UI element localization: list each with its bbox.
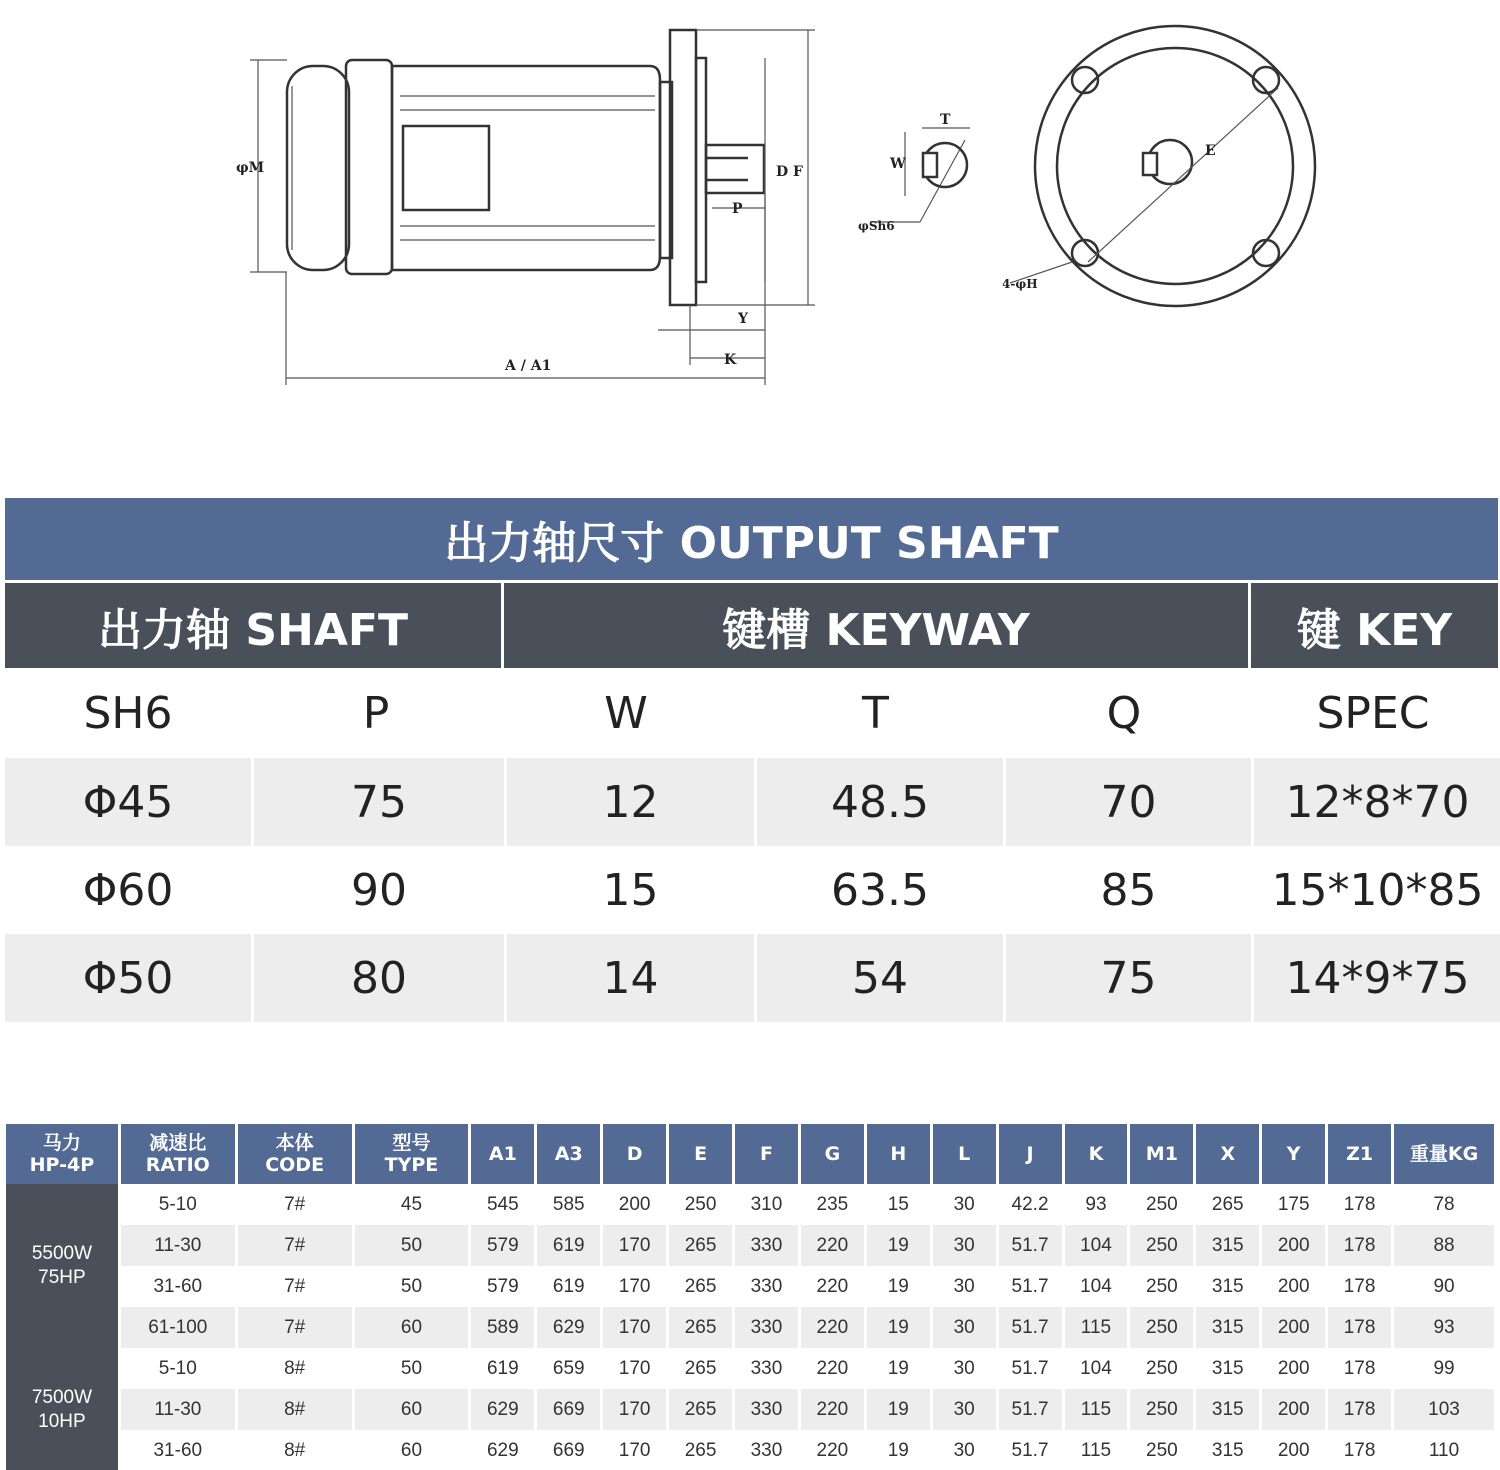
dimension-header-cell (537, 1124, 600, 1184)
dimension-cell: 330 (735, 1225, 798, 1266)
dimension-cell: 103 (1394, 1389, 1494, 1430)
dimension-header-cell (933, 1124, 996, 1184)
dimension-cell: 51.7 (999, 1307, 1062, 1348)
label-phi-m: φM (236, 160, 265, 176)
dimension-cell: 90 (1433, 1275, 1455, 1297)
dimension-cell: 669 (552, 1439, 585, 1461)
dimension-header-text: 马力 (42, 1132, 81, 1154)
dimension-header-cell (238, 1124, 352, 1184)
label-k: K (724, 352, 737, 368)
dimension-cell: 11-30 (121, 1389, 235, 1430)
power-group-label (6, 1348, 118, 1470)
dimension-cell: 200 (1277, 1275, 1310, 1297)
dimension-header-cell (1394, 1124, 1494, 1184)
output-shaft-cell: 48.5 (757, 758, 1003, 846)
output-shaft-cell: Φ60 (82, 864, 174, 916)
dimension-header-cell (603, 1124, 666, 1184)
power-group-text: 10HP (38, 1410, 86, 1432)
dimension-cell: 60 (355, 1389, 469, 1430)
dimension-cell: 170 (618, 1275, 651, 1297)
dimension-cell: 629 (471, 1389, 534, 1430)
motor-fan-cover (346, 60, 392, 274)
dimension-cell: 315 (1196, 1389, 1259, 1430)
dimension-cell: 545 (486, 1193, 519, 1215)
dimension-cell: 31-60 (153, 1439, 203, 1461)
dimension-cell: 315 (1196, 1307, 1259, 1348)
dimension-cell: 60 (400, 1439, 423, 1461)
dimension-cell: 30 (933, 1389, 996, 1430)
dimension-cell: 315 (1211, 1439, 1244, 1461)
dimension-cell: 30 (953, 1439, 975, 1461)
dimension-cell: 250 (1146, 1275, 1178, 1297)
output-shaft-cell: 12 (507, 758, 754, 846)
dimension-row (6, 1348, 1494, 1389)
dimension-cell: 315 (1211, 1275, 1244, 1297)
dimension-cell: 330 (750, 1439, 783, 1461)
dimension-cell: 200 (1277, 1357, 1310, 1379)
dimension-cell: 8# (284, 1439, 306, 1461)
dimension-header-cell (801, 1124, 864, 1184)
dimension-cell: 178 (1343, 1357, 1376, 1379)
output-shaft-row (5, 846, 1498, 934)
dimension-cell: 60 (355, 1307, 469, 1348)
output-shaft-title: 出力轴尺寸 OUTPUT SHAFT (5, 498, 1498, 583)
dimension-cell: 19 (887, 1275, 909, 1297)
dimension-cell: 50 (400, 1357, 423, 1379)
dimension-cell: 200 (1262, 1307, 1325, 1348)
motor-dimension-drawing (0, 0, 1500, 420)
dimension-cell: 669 (537, 1389, 600, 1430)
dimension-header-text: A1 (488, 1143, 517, 1165)
dimension-cell: 265 (669, 1307, 732, 1348)
dimension-cell: 250 (1146, 1439, 1178, 1461)
dimension-cell: 19 (887, 1357, 909, 1379)
drawing-svg (0, 0, 1500, 420)
dimension-cell: 200 (618, 1193, 651, 1215)
dimension-cell: 50 (400, 1275, 423, 1297)
dimension-header-text: G (824, 1143, 841, 1165)
dimension-cell: 330 (750, 1275, 783, 1297)
dimension-cell: 250 (1130, 1389, 1193, 1430)
dimension-cell: 220 (816, 1357, 849, 1379)
output-shaft-cell: 85 (1100, 864, 1157, 916)
flange-step (696, 58, 706, 282)
dimension-cell: 200 (1277, 1439, 1310, 1461)
dimension-cell: 78 (1433, 1193, 1455, 1215)
dimension-cell: 250 (1146, 1357, 1178, 1379)
label-a-a1: A / A1 (505, 358, 552, 374)
col-spec: SPEC (1316, 687, 1430, 739)
dimension-cell: 115 (1065, 1389, 1128, 1430)
output-shaft (706, 145, 764, 193)
output-shaft-row (5, 758, 1498, 846)
dimension-row (6, 1266, 1494, 1307)
dimension-cell: 200 (1262, 1225, 1325, 1266)
dimension-cell: 178 (1328, 1307, 1391, 1348)
dimension-cell: 170 (618, 1439, 651, 1461)
power-group-text: 5500W (31, 1243, 93, 1264)
dimension-cell: 19 (867, 1307, 930, 1348)
dimension-header-text: 型号 (392, 1132, 431, 1154)
dimension-cell: 15 (887, 1193, 909, 1215)
dimension-cell: 104 (1080, 1275, 1112, 1297)
dimension-cell: 250 (684, 1193, 717, 1215)
dimension-header-text: RATIO (145, 1154, 210, 1176)
col-w: W (604, 687, 648, 739)
dimension-cell: 93 (1394, 1307, 1494, 1348)
output-shaft-row (5, 934, 1498, 1022)
dimension-cell: 30 (953, 1357, 975, 1379)
dimension-cell: 51.7 (999, 1225, 1062, 1266)
dimension-header-cell (999, 1124, 1062, 1184)
dimension-header-cell (121, 1124, 235, 1184)
label-y: Y (738, 311, 748, 327)
dimension-header-cell (1328, 1124, 1391, 1184)
dimension-cell: 265 (684, 1275, 717, 1297)
dimension-cell: 585 (552, 1193, 585, 1215)
dimension-header-text: L (958, 1143, 971, 1165)
dimension-cell: 265 (669, 1225, 732, 1266)
dimension-header-cell (735, 1124, 798, 1184)
label-t: T (940, 112, 951, 128)
group-shaft: 出力轴 SHAFT (5, 583, 501, 668)
dimension-cell: 5-10 (158, 1357, 197, 1379)
output-shaft-table (5, 498, 1498, 1022)
power-group-text: 7500W (31, 1386, 93, 1408)
dimension-cell: 589 (471, 1307, 534, 1348)
dimension-header-cell (471, 1124, 534, 1184)
dimension-cell: 629 (537, 1307, 600, 1348)
dimension-cell: 7# (238, 1225, 352, 1266)
dimension-cell: 19 (867, 1225, 930, 1266)
dimension-header-cell (1262, 1124, 1325, 1184)
dimension-cell: 104 (1080, 1357, 1112, 1379)
dimension-cell: 31-60 (153, 1275, 203, 1297)
dimension-cell: 220 (801, 1225, 864, 1266)
dimension-cell: 265 (669, 1389, 732, 1430)
col-q: Q (1106, 687, 1142, 739)
output-shaft-cell: 75 (254, 758, 504, 846)
output-shaft-cell: 14 (507, 934, 754, 1022)
output-shaft-group-row (5, 583, 1498, 668)
dimension-header-cell (355, 1124, 469, 1184)
dimension-cell: 19 (867, 1389, 930, 1430)
dimension-header-text: K (1088, 1143, 1104, 1165)
col-t: T (862, 687, 889, 739)
dimension-cell: 30 (933, 1225, 996, 1266)
dimension-cell: 250 (1130, 1307, 1193, 1348)
dimension-cell: 115 (1080, 1439, 1112, 1461)
output-shaft-rows (5, 758, 1498, 1022)
group-key: 键 KEY (1248, 583, 1498, 668)
dimension-cell: 178 (1328, 1225, 1391, 1266)
dimension-cell: 619 (552, 1275, 585, 1297)
output-shaft-cell: 14*9*75 (1254, 934, 1500, 1022)
output-shaft-cell: Φ45 (5, 758, 251, 846)
label-phi-sh6: φSh6 (858, 219, 895, 233)
dimension-header-text: J (1026, 1143, 1034, 1165)
output-shaft-cell: 75 (1006, 934, 1251, 1022)
dimension-header-text: 减速比 (149, 1132, 207, 1154)
dimension-cell: 315 (1211, 1357, 1244, 1379)
dimension-cell: 99 (1433, 1357, 1455, 1379)
dimension-cell: 42.2 (1011, 1193, 1049, 1215)
dimension-cell: 170 (603, 1389, 666, 1430)
dimension-cell: 265 (1211, 1193, 1244, 1215)
dimension-cell: 170 (618, 1357, 651, 1379)
output-shaft-cell: 15 (602, 864, 659, 916)
dimension-cell: 19 (887, 1439, 909, 1461)
dimension-header-cell (867, 1124, 930, 1184)
dimension-header-text: E (694, 1143, 708, 1165)
dimension-row (6, 1430, 1494, 1470)
dimension-cell: 175 (1277, 1193, 1310, 1215)
dimension-header-text: A3 (554, 1143, 583, 1165)
dimension-header-text: F (759, 1143, 773, 1165)
dimension-cell: 51.7 (1011, 1439, 1049, 1461)
dimension-cell: 115 (1065, 1307, 1128, 1348)
dimension-cell: 5-10 (158, 1193, 197, 1215)
dimension-cell: 579 (486, 1275, 519, 1297)
dimension-header-cell (669, 1124, 732, 1184)
output-shaft-column-row (5, 668, 1498, 758)
dimension-cell: 250 (1130, 1225, 1193, 1266)
dimension-cell: 330 (750, 1357, 783, 1379)
dimension-cell: 30 (933, 1307, 996, 1348)
dimension-cell: 629 (486, 1439, 519, 1461)
label-d-f: D F (776, 164, 803, 180)
dimension-cell: 93 (1085, 1193, 1107, 1215)
motor-end-cap (287, 66, 349, 270)
dimension-table (3, 1124, 1497, 1470)
dimension-cell: 51.7 (1011, 1357, 1049, 1379)
dimension-cell: 11-30 (121, 1225, 235, 1266)
flange-front-inner (1057, 48, 1293, 284)
dimension-header-cell (1130, 1124, 1193, 1184)
dimension-header-text: D (626, 1143, 643, 1165)
dimension-header-text: TYPE (384, 1154, 439, 1176)
dimension-cell: 104 (1065, 1225, 1128, 1266)
dimension-cell: 8# (284, 1357, 306, 1379)
dimension-cell: 178 (1343, 1439, 1376, 1461)
dimension-cell: 220 (801, 1307, 864, 1348)
dimension-cell: 330 (735, 1389, 798, 1430)
dimension-row (6, 1307, 1494, 1348)
dimension-cell: 45 (400, 1193, 423, 1215)
output-shaft-cell: 12*8*70 (1254, 758, 1500, 846)
dimension-row (6, 1225, 1494, 1266)
dimension-cell: 51.7 (999, 1389, 1062, 1430)
dimension-row (6, 1184, 1494, 1225)
dimension-header-text: CODE (265, 1154, 325, 1176)
dimension-cell: 61-100 (121, 1307, 235, 1348)
dimension-cell: 7# (284, 1193, 306, 1215)
dimension-cell: 51.7 (1011, 1275, 1049, 1297)
dimension-header-text: H (890, 1143, 907, 1165)
power-group-label (6, 1184, 118, 1348)
dimension-cell: 235 (816, 1193, 849, 1215)
output-shaft-cell: 90 (351, 864, 407, 916)
dimension-header-text: HP-4P (29, 1154, 95, 1176)
dimension-header-text: X (1220, 1143, 1236, 1165)
dimension-cell: 250 (1146, 1193, 1178, 1215)
output-shaft-cell: 63.5 (831, 864, 929, 916)
dimension-header-cell (1065, 1124, 1128, 1184)
dimension-cell: 178 (1328, 1389, 1391, 1430)
dimension-cell: 7# (284, 1275, 306, 1297)
dimension-cell: 30 (953, 1193, 975, 1215)
label-e: E (1205, 143, 1216, 159)
dimension-cell: 330 (735, 1307, 798, 1348)
label-p: P (732, 201, 743, 217)
dimension-cell: 579 (471, 1225, 534, 1266)
group-keyway: 键槽 KEYWAY (501, 583, 1248, 668)
dimension-header-text: Z1 (1346, 1143, 1374, 1165)
dimension-cell: 220 (816, 1275, 849, 1297)
dimension-cell: 170 (603, 1307, 666, 1348)
dimension-cell: 8# (238, 1389, 352, 1430)
dimension-cell: 178 (1343, 1193, 1376, 1215)
output-shaft-cell: 70 (1006, 758, 1251, 846)
output-shaft-cell: Φ50 (5, 934, 251, 1022)
output-shaft-cell: 15*10*85 (1271, 864, 1484, 916)
terminal-box (403, 126, 489, 210)
dimension-header-cell (6, 1124, 118, 1184)
dimension-cell: 110 (1428, 1439, 1460, 1461)
power-group-text: 75HP (38, 1267, 86, 1288)
col-p: P (362, 687, 390, 739)
dimension-cell: 265 (684, 1439, 717, 1461)
label-w: W (890, 156, 906, 172)
dimension-cell: 178 (1343, 1275, 1376, 1297)
dimension-cell: 659 (552, 1357, 585, 1379)
dimension-cell: 50 (355, 1225, 469, 1266)
dimension-header-text: M1 (1145, 1143, 1178, 1165)
dimension-cell: 7# (238, 1307, 352, 1348)
mount-flange (670, 30, 696, 305)
output-shaft-cell: 80 (254, 934, 504, 1022)
dimension-cell: 170 (603, 1225, 666, 1266)
dimension-cell: 88 (1394, 1225, 1494, 1266)
output-shaft-cell: 54 (757, 934, 1003, 1022)
dimension-cell: 265 (684, 1357, 717, 1379)
dimension-cell: 310 (750, 1193, 783, 1215)
dimension-header-text: Y (1286, 1143, 1301, 1165)
dimension-cell: 220 (816, 1439, 849, 1461)
dimension-cell: 30 (953, 1275, 975, 1297)
dimension-row (6, 1389, 1494, 1430)
col-sh6: SH6 (83, 687, 173, 739)
dimension-cell: 220 (801, 1389, 864, 1430)
dimension-header-cell (1196, 1124, 1259, 1184)
dimension-header-text: 重量KG (1409, 1143, 1479, 1165)
dimension-cell: 315 (1196, 1225, 1259, 1266)
dimension-cell: 619 (537, 1225, 600, 1266)
label-holes: 4-φH (1002, 277, 1038, 291)
dimension-cell: 619 (486, 1357, 519, 1379)
dimension-cell: 200 (1262, 1389, 1325, 1430)
dimension-header-text: 本体 (275, 1132, 314, 1154)
dimension-body (6, 1184, 1494, 1470)
dimension-header-row (6, 1124, 1494, 1184)
